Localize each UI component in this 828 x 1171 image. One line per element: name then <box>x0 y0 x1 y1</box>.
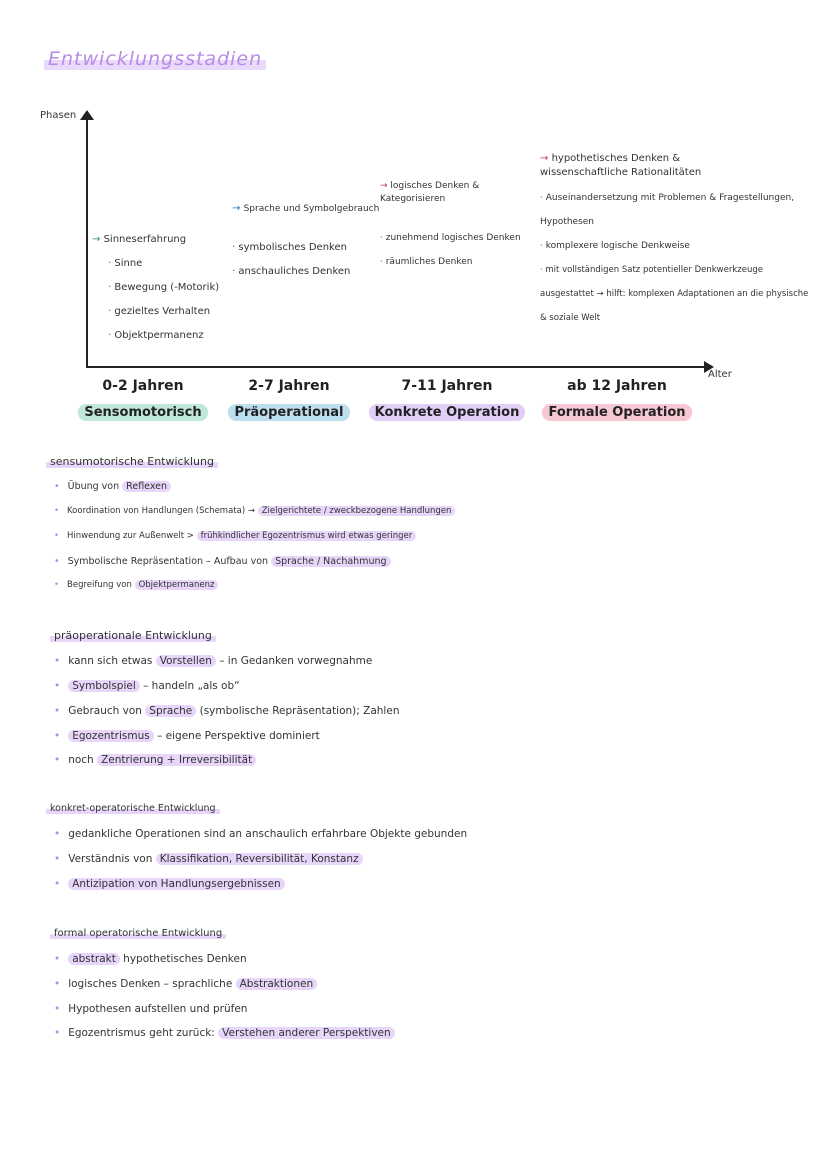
bullet-item: • Symbolische Repräsentation – Aufbau von Sprache / Nachahmung <box>54 556 391 567</box>
stage-item: · Objektpermanenz <box>108 330 204 341</box>
y-axis-label: Phasen <box>40 110 77 121</box>
age-label: 7-11 Jahren <box>401 378 493 394</box>
stage-item: · zunehmend logisches Denken <box>380 233 521 243</box>
bullet-item: • noch Zentrierung + Irreversibilität <box>54 754 256 766</box>
bullet-item: • Gebrauch von Sprache (symbolische Repräsentation); Zahlen <box>54 705 400 717</box>
stage-formal-column <box>540 152 810 330</box>
stage-praeoperational-column <box>232 202 382 284</box>
bullet-item: • gedankliche Operationen sind an anschaulich erfahrbare Objekte gebunden <box>54 828 468 840</box>
stage-name-wrap <box>68 401 218 420</box>
stage-name-wrap <box>532 401 702 420</box>
stage-lead: → logisches Denken & Kategorisieren <box>380 181 480 204</box>
stage-lead: → hypothetisches Denken & wissenschaftliche Rationalitäten <box>540 153 702 178</box>
bullet-item: • Egozentrismus geht zurück: Verstehen anderer Perspektiven <box>54 1027 395 1039</box>
stage-name-wrap <box>214 401 364 420</box>
age-label: ab 12 Jahren <box>567 378 667 394</box>
age-label: 0-2 Jahren <box>102 378 184 394</box>
section-title: formal operatorische Entwicklung <box>50 928 226 939</box>
stage-lead: → Sprache und Symbolgebrauch <box>232 203 380 214</box>
bullet-item: • Hypothesen aufstellen und prüfen <box>54 1003 248 1015</box>
bullet-item: • Symbolspiel – handeln „als ob“ <box>54 680 240 692</box>
bullet-item: • Hinwendung zur Außenwelt > frühkindlicher Egozentrismus wird etwas geringer <box>54 531 416 541</box>
stage-item: · Auseinandersetzung mit Problemen & Fragestellungen, Hypothesen <box>540 193 795 227</box>
stage-item: · Sinne <box>108 258 143 269</box>
stage-sensomotorisch-column <box>92 228 232 348</box>
bullet-item: • Egozentrismus – eigene Perspektive dominiert <box>54 730 320 742</box>
age-label: 2-7 Jahren <box>248 378 330 394</box>
section-title: sensumotorische Entwicklung <box>46 455 218 468</box>
bullet-item: • Verständnis von Klassifikation, Reversibilität, Konstanz <box>54 853 363 865</box>
section-title: präoperationale Entwicklung <box>50 629 216 642</box>
y-axis <box>86 118 88 368</box>
stage-konkret-column <box>380 180 540 274</box>
stage-item: · mit vollständigen Satz potentieller Denkwerkzeuge ausgestattet → hilft: komplexen Adaptationen an die physische & soziale Welt <box>540 265 809 323</box>
bullet-item: • Koordination von Handlungen (Schemata) → Zielgerichtete / zweckbezogene Handlungen <box>54 506 455 516</box>
stage-name-wrap <box>362 401 532 420</box>
page-title: Entwicklungsstadien <box>44 48 266 70</box>
stage-lead: → Sinneserfahrung <box>92 234 187 245</box>
stage-item: · komplexere logische Denkweise <box>540 241 690 251</box>
bullet-item: • Antizipation von Handlungsergebnissen <box>54 878 285 890</box>
bullet-item: • Begreifung von Objektpermanenz <box>54 580 218 590</box>
stage-name-badge: Sensomotorisch <box>78 404 207 421</box>
bullet-item: • Übung von Reflexen <box>54 481 171 492</box>
bullet-item: • abstrakt hypothetisches Denken <box>54 953 247 965</box>
stage-name-badge: Konkrete Operation <box>369 404 526 421</box>
bullet-item: • kann sich etwas Vorstellen – in Gedanken vorwegnahme <box>54 655 373 667</box>
bullet-item: • logisches Denken – sprachliche Abstraktionen <box>54 978 317 990</box>
section-title: konkret-operatorische Entwicklung <box>46 803 220 814</box>
stage-item: · räumliches Denken <box>380 257 473 267</box>
stage-name-badge: Präoperational <box>228 404 349 421</box>
stage-name-badge: Formale Operation <box>542 404 691 421</box>
x-axis <box>86 366 706 368</box>
stage-item: · gezieltes Verhalten <box>108 306 211 317</box>
x-axis-label: Alter <box>708 369 732 380</box>
stage-item: · Bewegung (-Motorik) <box>108 282 220 293</box>
stage-item: · symbolisches Denken <box>232 242 347 253</box>
stage-item: · anschauliches Denken <box>232 266 351 277</box>
